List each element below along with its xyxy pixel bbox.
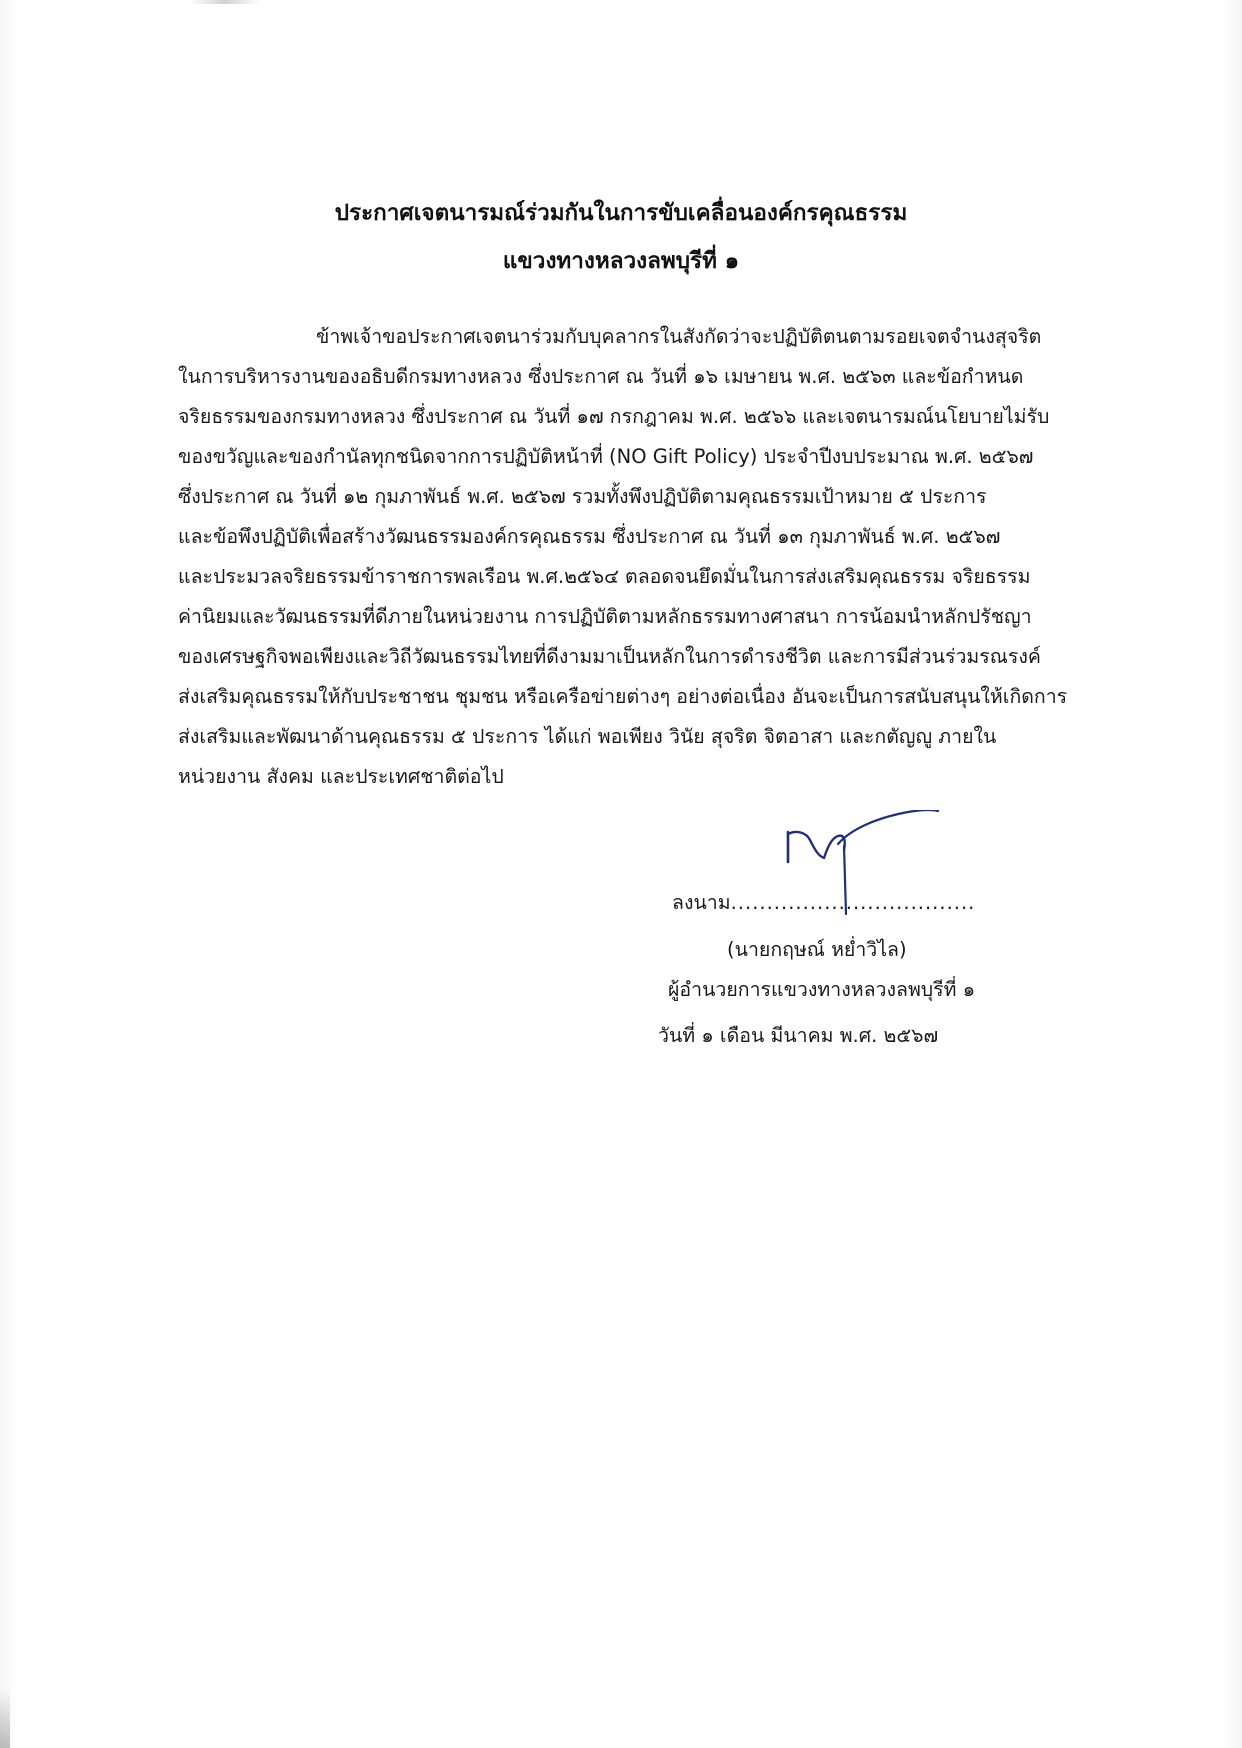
body-line: ของขวัญและของกำนัลทุกชนิดจากการปฏิบัติหน้าที่ (NO Gift Policy) ประจำปีงบประมาณ พ.ศ. ๒๕๖๗	[178, 445, 1034, 468]
signature-dots: ..................................	[730, 891, 976, 914]
scan-mark	[190, 0, 260, 4]
body-line: ส่งเสริมคุณธรรมให้กับประชาชน ชุมชน หรือเครือข่ายต่างๆ อย่างต่อเนื่อง อันจะเป็นการสนับสนุนให้เกิดการ	[178, 685, 1068, 708]
signature-date: วันที่ ๑ เดือน มีนาคม พ.ศ. ๒๕๖๗	[658, 1024, 939, 1047]
body-line: จริยธรรมของกรมทางหลวง ซึ่งประกาศ ณ วันที่ ๑๗ กรกฎาคม พ.ศ. ๒๕๖๖ และเจตนารมณ์นโยบายไม่รับ	[178, 405, 1050, 428]
signature-line	[672, 888, 975, 918]
body-line: ข้าพเจ้าขอประกาศเจตนาร่วมกับบุคลากรในสังกัดว่าจะปฏิบัติตนตามรอยเจตจำนงสุจริต	[316, 325, 1042, 348]
body-line: ค่านิยมและวัฒนธรรมที่ดีภายในหน่วยงาน การปฏิบัติตามหลักธรรมทางศาสนา การน้อมนำหลักปรัชญา	[178, 605, 1032, 628]
document-subtitle: แขวงทางหลวงลพบุรีที่ ๑	[502, 248, 740, 274]
body-line: ในการบริหารงานของอธิบดีกรมทางหลวง ซึ่งประกาศ ณ วันที่ ๑๖ เมษายน พ.ศ. ๒๕๖๓ และข้อกำหนด	[178, 365, 1024, 388]
body-line: ส่งเสริมและพัฒนาด้านคุณธรรม ๕ ประการ ได้แก่ พอเพียง วินัย สุจริต จิตอาสา และกตัญญู ภายใน	[178, 725, 997, 748]
document-title: ประกาศเจตนารมณ์ร่วมกันในการขับเคลื่อนองค์กรคุณธรรม	[334, 200, 908, 226]
body-line: ซึ่งประกาศ ณ วันที่ ๑๒ กุมภาพันธ์ พ.ศ. ๒๕๖๗ รวมทั้งพึงปฏิบัติตามคุณธรรมเป้าหมาย ๕ ประการ	[178, 485, 987, 508]
body-line: หน่วยงาน สังคม และประเทศชาติต่อไป	[178, 765, 504, 788]
announcement-body	[178, 317, 1168, 797]
body-line: ของเศรษฐกิจพอเพียงและวิถีวัฒนธรรมไทยที่ดีงามมาเป็นหลักในการดำรงชีวิต และการมีส่วนร่วมรณรงค์	[178, 645, 1041, 668]
body-line: และข้อพึงปฏิบัติเพื่อสร้างวัฒนธรรมองค์กรคุณธรรม ซึ่งประกาศ ณ วันที่ ๑๓ กุมภาพันธ์ พ.ศ. ๒๕๖๗	[178, 525, 1001, 548]
signer-name: (นายกฤษณ์ หย่ำวิไล)	[727, 938, 907, 961]
sign-label: ลงนาม	[672, 891, 731, 914]
scan-mark	[0, 1688, 10, 1748]
signer-position: ผู้อำนวยการแขวงทางหลวงลพบุรีที่ ๑	[668, 978, 976, 1001]
body-line: และประมวลจริยธรรมข้าราชการพลเรือน พ.ศ.๒๕๖๔ ตลอดจนยึดมั่นในการส่งเสริมคุณธรรม จริยธรรม	[178, 565, 1031, 588]
